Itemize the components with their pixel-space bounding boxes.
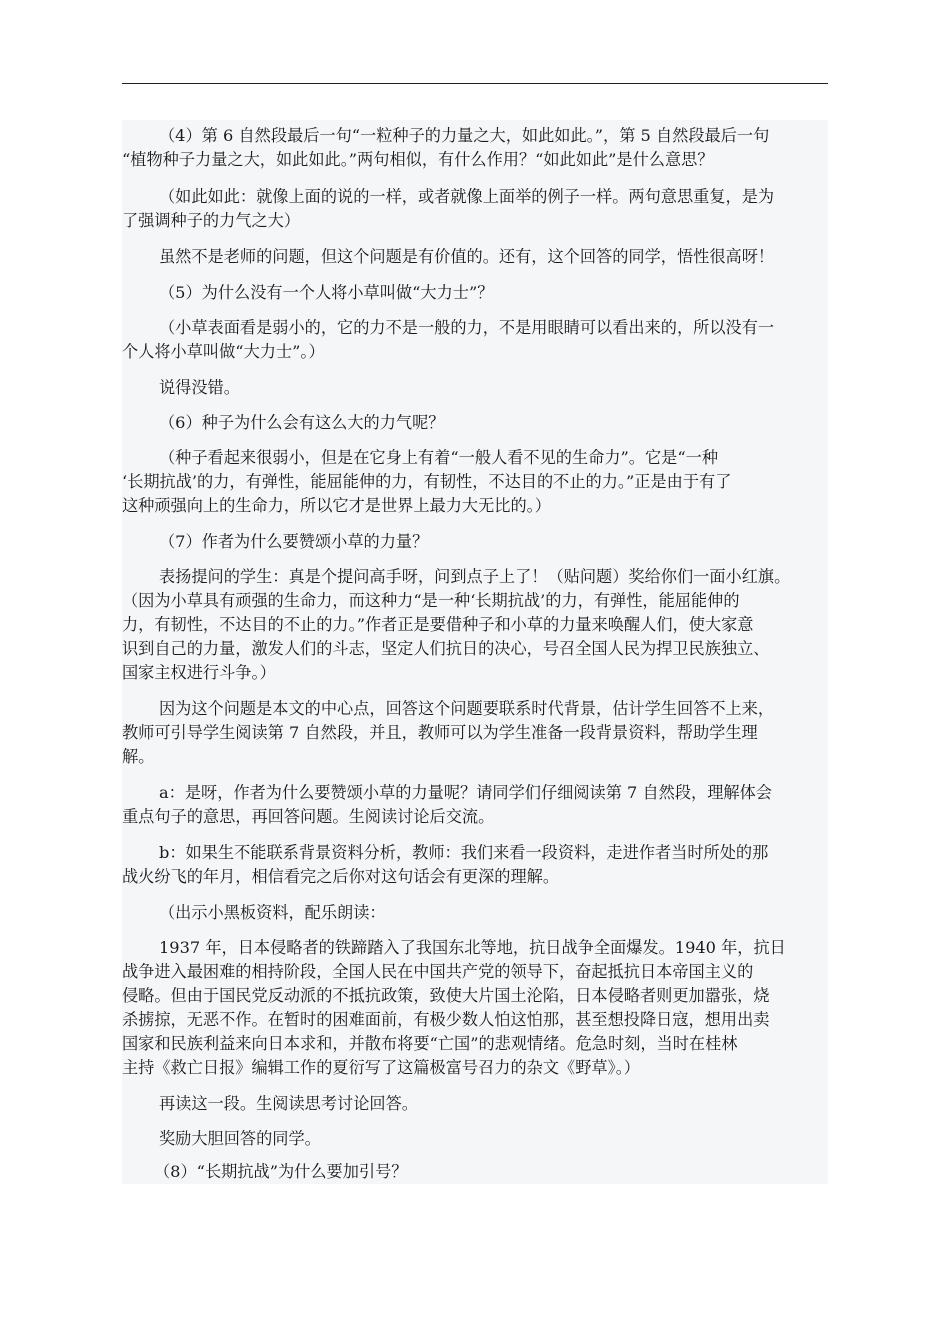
paragraph-reread <box>122 1092 828 1116</box>
paragraph-q8 <box>122 1160 828 1184</box>
paragraph-answer-6 <box>122 446 828 518</box>
paragraph-background <box>122 936 828 1080</box>
paragraph-blackboard <box>122 901 828 925</box>
text-line: （如此如此：就像上面的说的一样，或者就像上面举的例子一样。两句意思重复，是为 <box>159 187 775 206</box>
paragraph-q5 <box>122 281 828 305</box>
paragraph-teaching-note <box>122 697 828 769</box>
text-line: 识到自己的力量，激发人们的斗志，坚定人们抗日的决心，号召全国人民为捍卫民族独立、 <box>122 639 770 658</box>
text-line: 战争进入最困难的相持阶段，全国人民在中国共产党的领导下，奋起抵抗日本帝国主义的 <box>122 962 754 981</box>
text-line: 战火纷飞的年月，相信看完之后你对这句话会有更深的理解。 <box>122 867 560 886</box>
text-line: “植物种子力量之大，如此如此。”两句相似，有什么作用？“如此如此”是什么意思？ <box>122 150 714 169</box>
text-line: 了强调种子的力气之大） <box>122 211 301 230</box>
text-line: 说得没错。 <box>159 378 240 397</box>
text-line: （出示小黑板资料，配乐朗读： <box>159 903 386 922</box>
text-line: （因为小草具有顽强的生命力，而这种力“是一种‘长期抗战’的力，有弹性，能屈能伸的 <box>122 591 740 610</box>
text-line: 因为这个问题是本文的中心点，回答这个问题要联系时代背景，估计学生回答不上来， <box>159 699 775 718</box>
header-rule <box>122 83 828 84</box>
text-line: 这种顽强向上的生命力，所以它才是世界上最力大无比的。） <box>122 496 551 515</box>
text-line: （4）第 6 自然段最后一句“一粒种子的力量之大，如此如此。”，第 5 自然段最后一句 <box>159 126 770 145</box>
paragraph-step-a <box>122 781 828 829</box>
paragraph-step-b <box>122 841 828 889</box>
text-line: 侵略。但由于国民党反动派的不抵抗政策，致使大片国土沦陷，日本侵略者则更加嚣张，烧 <box>122 986 770 1005</box>
paragraph-q4 <box>122 124 828 172</box>
text-line: （7）作者为什么要赞颂小草的力量？ <box>159 532 429 551</box>
text-line: 表扬提问的学生：真是个提问高手呀，问到点子上了！（贴问题）奖给你们一面小红旗。 <box>159 567 791 586</box>
text-line: 杀掳掠，无恶不作。在暂时的困难面前，有极少数人怕这怕那，甚至想投降日寇，想用出卖 <box>122 1010 770 1029</box>
text-line: 再读这一段。生阅读思考讨论回答。 <box>159 1094 418 1113</box>
text-line: （5）为什么没有一个人将小草叫做“大力士”？ <box>159 283 494 302</box>
text-line: a：是呀，作者为什么要赞颂小草的力量呢？请同学们仔细阅读第 7 自然段，理解体会 <box>159 783 772 802</box>
paragraph-q6 <box>122 411 828 435</box>
paragraph-answer-7 <box>122 565 828 685</box>
text-line: （6）种子为什么会有这么大的力气呢？ <box>159 413 445 432</box>
text-line: （8）“长期抗战”为什么要加引号？ <box>154 1162 408 1181</box>
text-line: 教师可引导学生阅读第 7 自然段，并且，教师可以为学生准备一段背景资料，帮助学生理 <box>122 723 758 742</box>
document-body <box>122 120 828 1184</box>
text-line: 解。 <box>122 747 155 766</box>
paragraph-answer-5 <box>122 316 828 364</box>
text-line: 个人将小草叫做“大力士”。） <box>122 342 325 361</box>
paragraph-q7 <box>122 530 828 554</box>
text-line: 国家主权进行斗争。） <box>122 663 276 682</box>
paragraph-comment <box>122 245 828 269</box>
text-line: （小草表面看是弱小的，它的力不是一般的力，不是用眼睛可以看出来的，所以没有一 <box>159 318 775 337</box>
text-line: 1937 年，日本侵略者的铁蹄踏入了我国东北等地，抗日战争全面爆发。1940 年，抗日 <box>159 938 786 957</box>
text-line: 奖励大胆回答的同学。 <box>159 1129 321 1148</box>
text-line: 重点句子的意思，再回答问题。生阅读讨论后交流。 <box>122 807 495 826</box>
text-line: b：如果生不能联系背景资料分析，教师：我们来看一段资料，走进作者当时所处的那 <box>159 843 769 862</box>
paragraph-comment-2 <box>122 376 828 400</box>
text-line: 力，有韧性，不达目的不止的力。”作者正是要借种子和小草的力量来唤醒人们，使大家意 <box>122 615 754 634</box>
paragraph-answer-4 <box>122 185 828 233</box>
paragraph-reward <box>122 1127 828 1151</box>
text-line: ‘长期抗战’的力，有弹性，能屈能伸的力，有韧性，不达目的不止的力。”正是由于有了 <box>122 472 732 491</box>
text-line: （种子看起来很弱小，但是在它身上有着“一般人看不见的生命力”。它是“一种 <box>159 448 719 467</box>
text-line: 国家和民族利益来向日本求和，并散布将要“亡国”的悲观情绪。危急时刻，当时在桂林 <box>122 1034 738 1053</box>
text-line: 虽然不是老师的问题，但这个问题是有价值的。还有，这个回答的同学，悟性很高呀！ <box>159 247 775 266</box>
text-line: 主持《救亡日报》编辑工作的夏衍写了这篇极富号召力的杂文《野草》。） <box>122 1058 640 1077</box>
